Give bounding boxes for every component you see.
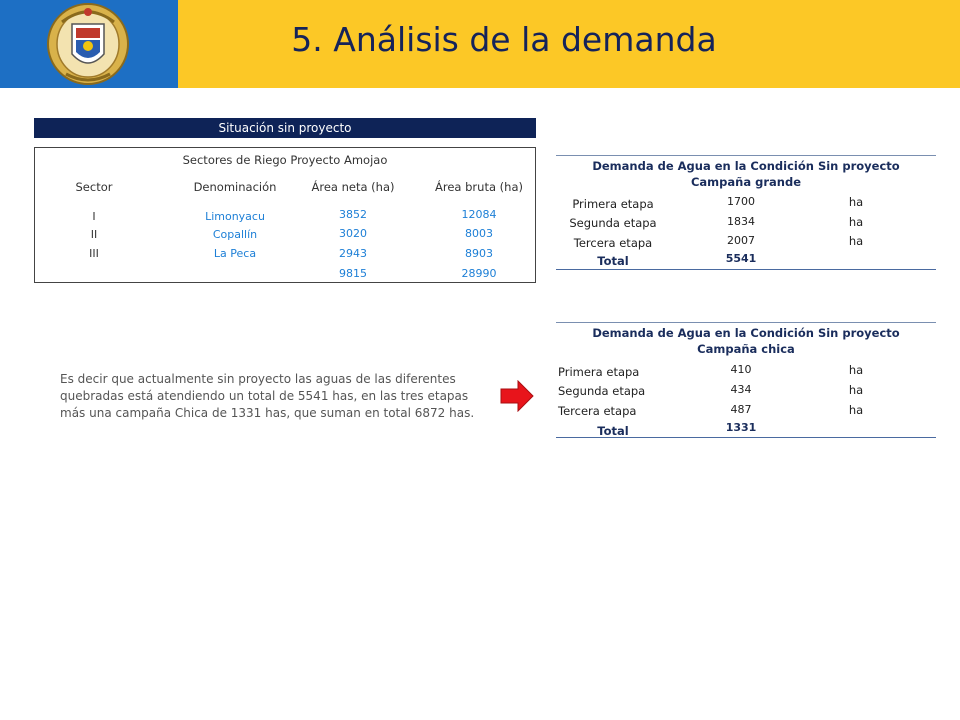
row-value: 410 — [730, 363, 752, 376]
table-caption: Sectores de Riego Proyecto Amojao — [182, 153, 388, 167]
title-line-1: Demanda de Agua en la Condición Sin proyecto — [592, 159, 900, 173]
row-label: Tercera etapa — [558, 404, 637, 418]
summary-line-3: más una campaña Chica de 1331 has, que suman en total 6872 has. — [60, 406, 475, 420]
header-banner — [0, 0, 960, 88]
title-line-2: Campaña grande — [690, 175, 801, 189]
demanda-chica-table — [556, 322, 936, 438]
summary-line-2: quebradas está atendiendo un total de 5541 has, en las tres etapas — [60, 389, 469, 403]
page-title: 5. Análisis de la demanda — [291, 20, 717, 59]
title-line-1: Demanda de Agua en la Condición Sin proyecto — [592, 326, 900, 340]
row-3-denominacion: La Peca — [213, 247, 257, 260]
row-unit: ha — [848, 363, 864, 377]
row-1-neta: 3852 — [339, 208, 367, 221]
coat-of-arms-icon — [42, 2, 134, 86]
sin-proyecto-bar: Situación sin proyecto — [34, 118, 536, 138]
row-label: Primera etapa — [558, 365, 640, 379]
row-unit: ha — [848, 215, 864, 229]
sectores-table — [34, 147, 536, 283]
row-value: 1700 — [727, 195, 755, 208]
row-unit: ha — [848, 234, 864, 248]
row-2-denominacion: Copallín — [212, 228, 258, 241]
arrow-right-icon — [500, 380, 534, 412]
row-label: Primera etapa — [572, 197, 654, 211]
row-3-neta: 2943 — [339, 247, 367, 260]
row-unit: ha — [848, 383, 864, 397]
total-label: Total — [597, 254, 629, 268]
total-value: 5541 — [725, 252, 757, 265]
header-sector: Sector — [75, 180, 113, 194]
row-value: 2007 — [727, 234, 755, 247]
total-bruta: 28990 — [461, 267, 497, 280]
row-1-bruta: 12084 — [461, 208, 497, 221]
divider — [556, 155, 936, 156]
title-line-2: Campaña chica — [697, 342, 795, 356]
row-label: Segunda etapa — [569, 216, 657, 230]
row-value: 1834 — [727, 215, 755, 228]
row-label: Tercera etapa — [573, 236, 653, 250]
total-label: Total — [597, 424, 629, 438]
row-unit: ha — [848, 403, 864, 417]
row-3-sector: III — [89, 247, 99, 260]
row-2-neta: 3020 — [339, 227, 367, 240]
total-value: 1331 — [725, 421, 757, 434]
logo-panel — [0, 0, 178, 88]
demanda-chica-title — [556, 325, 936, 357]
header-area-bruta: Área bruta (ha) — [435, 180, 523, 194]
divider — [556, 269, 936, 270]
row-value: 434 — [730, 383, 752, 396]
divider — [556, 322, 936, 323]
row-value: 487 — [730, 403, 752, 416]
summary-paragraph — [60, 371, 490, 422]
row-1-sector: I — [92, 210, 96, 223]
demanda-grande-title — [556, 158, 936, 190]
total-neta: 9815 — [339, 267, 367, 280]
demanda-grande-table — [556, 155, 936, 270]
header-area-neta: Área neta (ha) — [311, 180, 395, 194]
row-1-denominacion: Limonyacu — [205, 210, 265, 223]
row-3-bruta: 8903 — [465, 247, 493, 260]
header-denominacion: Denominación — [193, 180, 277, 194]
summary-line-1: Es decir que actualmente sin proyecto las aguas de las diferentes — [60, 372, 456, 386]
row-label: Segunda etapa — [558, 384, 646, 398]
row-unit: ha — [848, 195, 864, 209]
divider — [556, 437, 936, 438]
row-2-bruta: 8003 — [465, 227, 493, 240]
row-2-sector: II — [90, 228, 98, 241]
